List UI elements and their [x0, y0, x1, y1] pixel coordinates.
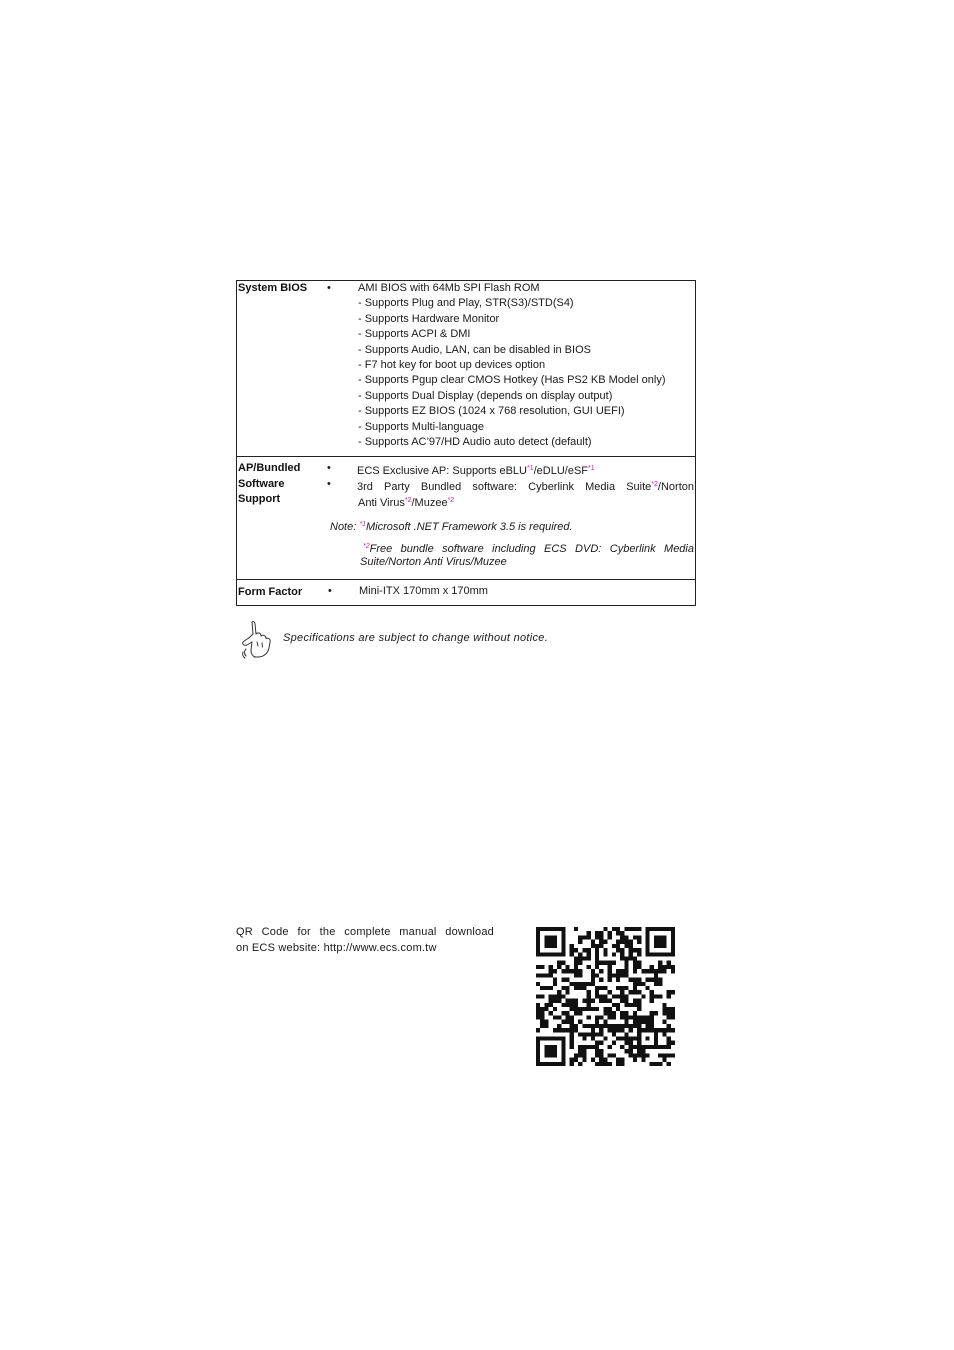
superscript-mark: *1 — [359, 521, 366, 528]
bios-item: - Supports ACPI & DMI — [358, 328, 471, 341]
qr-caption-line1: QR Code for the complete manual download — [236, 926, 494, 938]
bullet: • — [327, 478, 331, 490]
bios-item: - Supports EZ BIOS (1024 x 768 resolution, GUI UEFI) — [358, 405, 625, 418]
bios-item: - Supports AC’97/HD Audio auto detect (default) — [358, 436, 592, 448]
bios-item: - F7 hot key for boot up devices option — [358, 359, 546, 371]
note-line-3: Suite/Norton Anti Virus/Muzee — [360, 556, 507, 568]
note-line-1: Note: $^{*1}$Microsoft .NET Framework 3.5 is required. — [330, 521, 573, 533]
superscript-mark: *1 — [526, 465, 534, 472]
bios-item: - Supports Dual Display (depends on display output) — [358, 389, 613, 402]
label-form-factor: Form Factor — [238, 586, 303, 598]
label-line: Software — [238, 477, 285, 490]
row-ap-bundled — [237, 456, 695, 579]
bios-item: AMI BIOS with 64Mb SPI Flash ROM — [358, 282, 540, 294]
qr-caption-line2: on ECS website: http://www.ecs.com.tw — [236, 941, 437, 954]
pointing-hand-icon — [240, 620, 274, 660]
label-system-bios: System BIOS — [238, 282, 308, 294]
bios-item: - Supports Multi-language — [358, 420, 484, 433]
bios-item: - Supports Hardware Monitor — [358, 312, 500, 325]
ap-item-exclusive: ECS Exclusive AP: Supports eBLU$^{*1}$/eDLU/eSF$^{*1}$ — [357, 465, 595, 477]
superscript-mark: *2 — [447, 496, 455, 504]
ap-item-third-party: 3rd Party Bundled software: Cyberlink Media Suite$^{*2}$/Norton — [357, 481, 694, 493]
form-factor-value: Mini-ITX 170mm x 170mm — [359, 585, 488, 597]
label-line: Support — [238, 493, 281, 505]
bullet: • — [327, 282, 331, 294]
bios-item: - Supports Plug and Play, STR(S3)/STD(S4) — [358, 297, 574, 310]
superscript-mark: *2 — [404, 496, 412, 504]
qr-code-icon — [536, 927, 675, 1066]
label-ap-bundled — [238, 461, 324, 508]
row-form-factor — [237, 579, 695, 605]
note-line-2: $^{*2}$Free bundle software including ECS DVD: Cyberlink Media — [363, 543, 694, 555]
bios-item: - Supports Pgup clear CMOS Hotkey (Has PS2 KB Model only) — [358, 374, 666, 387]
notice-text: Specifications are subject to change without notice. — [283, 632, 549, 644]
bios-item: - Supports Audio, LAN, can be disabled in BIOS — [358, 343, 591, 356]
row-system-bios — [237, 281, 695, 456]
ap-item-third-party-cont: Anti Virus$^{*2}$/Muzee$^{*2}$ — [358, 496, 455, 509]
bullet: • — [328, 585, 332, 597]
spec-table — [236, 280, 696, 606]
label-line: AP/Bundled — [238, 462, 301, 474]
bullet: • — [327, 462, 331, 474]
superscript-mark: *1 — [588, 465, 595, 472]
superscript-mark: *2 — [651, 481, 658, 488]
superscript-mark: *2 — [363, 543, 370, 550]
